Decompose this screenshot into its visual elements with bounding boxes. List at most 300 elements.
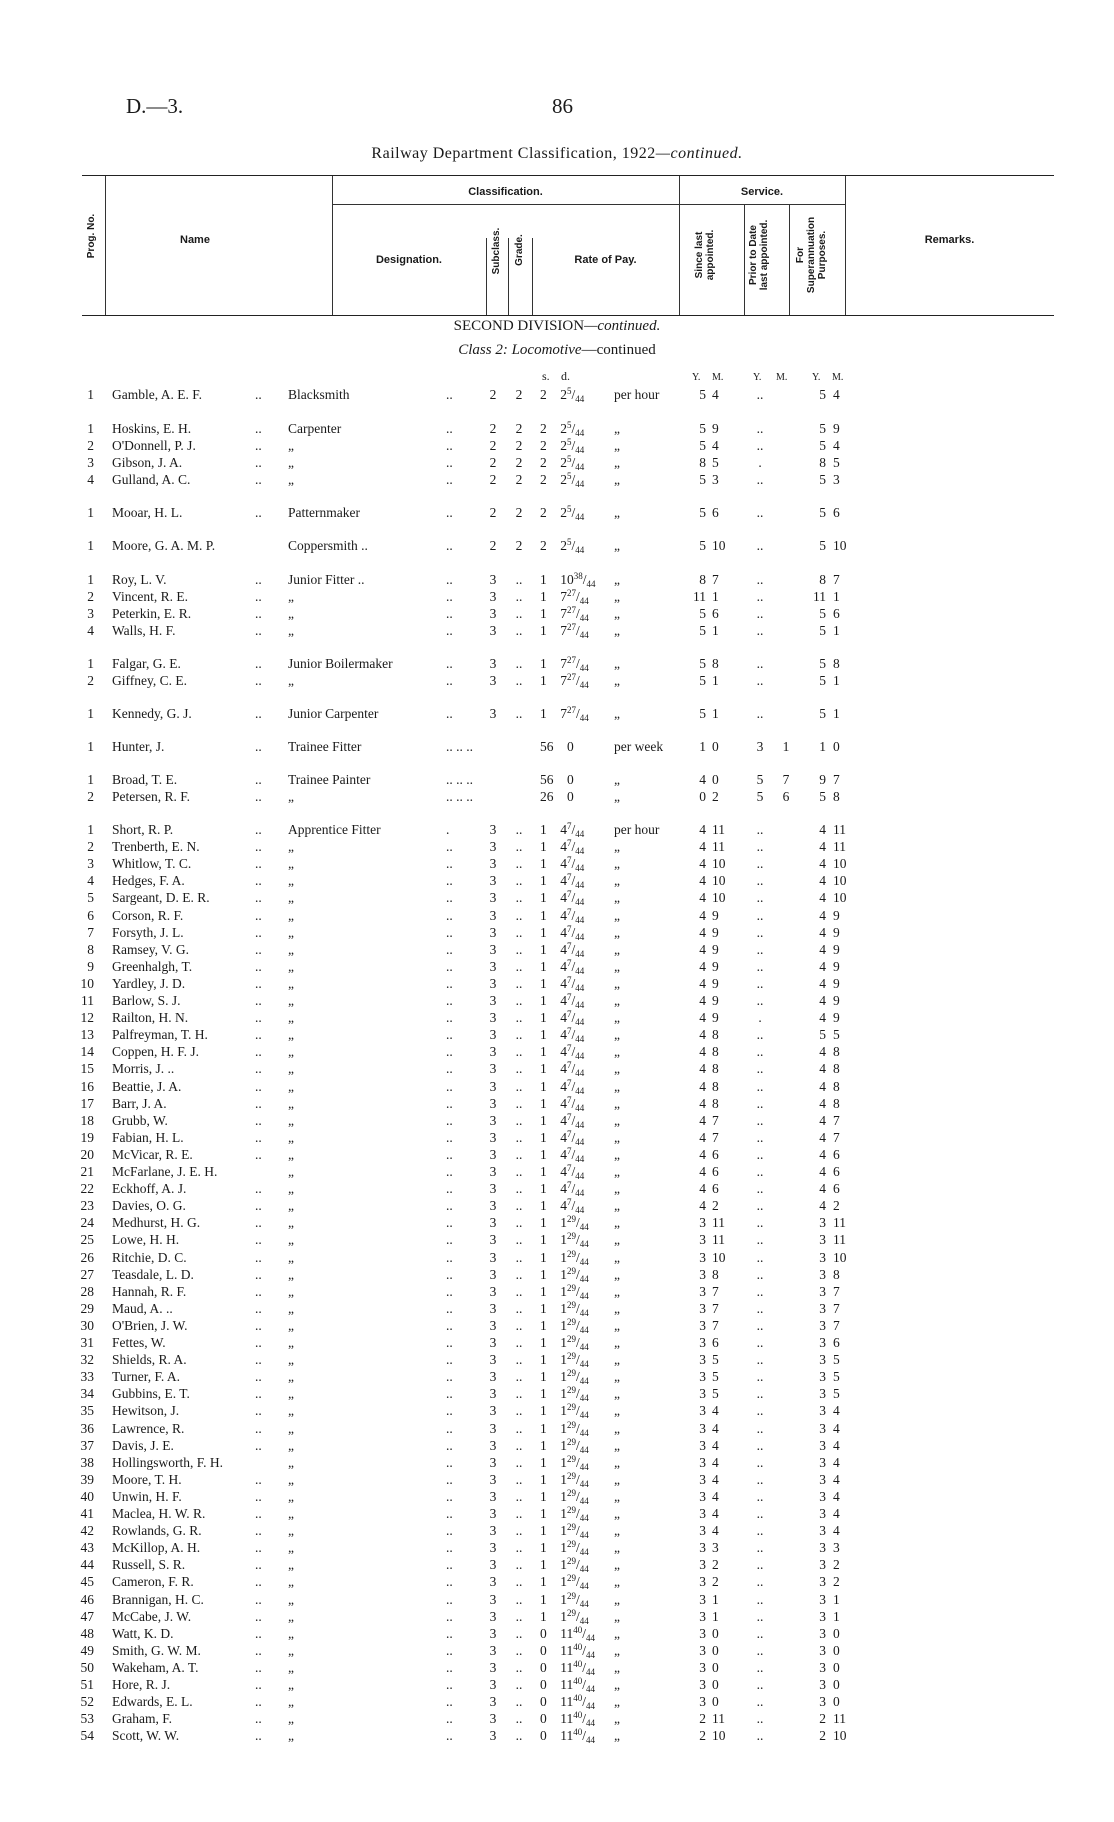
cell-prior-years: .. — [756, 1591, 764, 1607]
cell-since-years: 5 — [699, 387, 706, 402]
cell-subclass: 3 — [489, 1728, 497, 1744]
cell-prior-years: .. — [756, 421, 764, 436]
cell-since-months: 6 — [712, 1164, 719, 1179]
cell-super-years: 5 — [819, 538, 826, 553]
cell-grade: .. — [515, 673, 523, 688]
cell-since-months: 11 — [712, 1711, 725, 1727]
cell-name: Davies, O. G. — [112, 1198, 186, 1214]
rate-fraction-denominator: 44 — [579, 1239, 589, 1250]
rate-fraction-denominator: 44 — [575, 1153, 585, 1164]
cell-leader-2: .. — [446, 1352, 453, 1368]
cell-super-years: 5 — [819, 623, 826, 638]
cell-grade: .. — [515, 1540, 523, 1556]
cell-prog-no: 6 — [87, 907, 94, 923]
cell-designation: „ — [288, 1471, 294, 1487]
cell-super-months: 1 — [833, 1608, 840, 1624]
cell-prior-years: .. — [756, 958, 764, 974]
cell-prior-years: .. — [756, 1146, 764, 1162]
cell-super-months: 9 — [833, 924, 840, 940]
cell-designation: „ — [288, 789, 294, 804]
cell-leader-2: .. — [446, 1129, 453, 1145]
cell-super-months: 5 — [833, 1369, 840, 1385]
cell-since-years: 4 — [699, 822, 706, 837]
cell-since-years: 5 — [699, 606, 706, 621]
cell-leader-2: .. — [446, 873, 453, 889]
unit-months-super: M. — [832, 372, 844, 383]
cell-leader-2: .. — [446, 1181, 453, 1197]
table-row — [0, 1214, 1114, 1231]
rate-fraction-numerator: 7 — [567, 1009, 572, 1020]
rate-shillings: 1 — [540, 1232, 547, 1248]
cell-subclass: 3 — [489, 1403, 497, 1419]
cell-prior-years: .. — [756, 1403, 764, 1419]
table-row — [0, 872, 1114, 889]
cell-leader: .. — [255, 1198, 262, 1214]
cell-designation: „ — [288, 1112, 294, 1128]
cell-subclass: 3 — [489, 1454, 497, 1470]
cell-prog-no: 8 — [87, 941, 94, 957]
cell-pay-period: „ — [614, 421, 620, 436]
cell-leader: .. — [255, 1659, 262, 1675]
cell-prior-months: 1 — [782, 739, 790, 754]
cell-prior-years: .. — [756, 623, 764, 638]
cell-super-months: 3 — [833, 1540, 840, 1556]
table-row — [0, 1231, 1114, 1248]
rate-pence: 2 — [560, 421, 567, 436]
cell-rate: 1 $1^{29}/_{44}$ — [540, 1470, 589, 1489]
rate-fraction-numerator: 29 — [567, 1539, 576, 1550]
cell-leader-2: .. — [446, 1659, 453, 1675]
cell-designation: „ — [288, 873, 294, 889]
rate-fraction-denominator: 44 — [575, 479, 585, 489]
cell-designation: „ — [288, 1317, 294, 1333]
cell-name: Ramsey, V. G. — [112, 941, 190, 957]
rate-pence: 4 — [560, 1010, 567, 1026]
rate-shillings: 1 — [540, 1591, 547, 1607]
cell-grade: .. — [515, 856, 523, 872]
table-row — [0, 1659, 1114, 1676]
rate-shillings: 0 — [540, 1659, 547, 1675]
cell-grade: .. — [515, 1591, 523, 1607]
cell-pay-period: „ — [614, 772, 620, 787]
rate-fraction-numerator: 29 — [567, 1248, 576, 1259]
rate-shillings: 2 — [540, 538, 547, 553]
cell-grade: .. — [515, 1694, 523, 1710]
cell-name: Fettes, W. — [112, 1335, 166, 1350]
cell-rate: 0 $11^{40}/_{44}$ — [540, 1727, 596, 1746]
cell-subclass: 3 — [489, 993, 497, 1008]
cell-prog-no: 1 — [87, 656, 94, 671]
cell-pay-period: per hour — [614, 387, 660, 402]
cell-prior-years: .. — [756, 1488, 764, 1504]
cell-super-years: 5 — [819, 472, 826, 487]
cell-since-months: 4 — [712, 1437, 719, 1453]
cell-leader: .. — [255, 1728, 262, 1744]
rate-fraction-numerator: 7 — [567, 1145, 572, 1156]
cell-super-months: 10 — [833, 890, 847, 906]
cell-super-months: 9 — [833, 1010, 840, 1026]
cell-grade: 2 — [515, 472, 523, 487]
cell-pay-period: „ — [614, 890, 620, 906]
cell-designation: Junior Carpenter — [288, 706, 379, 721]
cell-leader-2: .. — [446, 1078, 453, 1094]
cell-subclass: 3 — [489, 673, 497, 688]
cell-prog-no: 4 — [87, 873, 94, 889]
cell-subclass: 3 — [489, 1386, 497, 1402]
cell-since-years: 4 — [699, 772, 706, 787]
cell-subclass: 3 — [489, 1181, 497, 1197]
cell-rate: 1 $4^7/_{44}$ — [540, 838, 585, 857]
cell-leader-2: .. — [446, 890, 453, 906]
cell-designation: „ — [288, 1728, 294, 1744]
cell-prog-no: 49 — [80, 1642, 94, 1658]
cell-super-years: 8 — [819, 572, 826, 587]
cell-subclass: 3 — [489, 1523, 497, 1539]
cell-since-years: 0 — [699, 789, 706, 804]
rate-pence: 10 — [560, 572, 574, 587]
rate-fraction-denominator: 44 — [586, 1632, 596, 1643]
cell-name: Short, R. P. — [112, 822, 174, 837]
table-row — [0, 1180, 1114, 1197]
header-subclass: Subclass. — [491, 227, 502, 275]
cell-name: Scott, W. W. — [112, 1728, 180, 1744]
header-designation: Designation. — [375, 254, 442, 266]
rate-shillings: 2 — [540, 472, 547, 487]
division-title-suffix: —continued. — [584, 318, 661, 334]
cell-pay-period: „ — [614, 472, 620, 487]
cell-prior-years: .. — [756, 1095, 764, 1111]
cell-prog-no: 27 — [80, 1266, 94, 1282]
cell-prior-years: .. — [756, 1215, 764, 1231]
cell-super-years: 4 — [819, 1010, 826, 1026]
rate-fraction-denominator: 44 — [579, 1581, 589, 1592]
cell-name: Shields, R. A. — [112, 1352, 187, 1368]
cell-leader: .. — [255, 1574, 262, 1590]
cell-leader-2: .. — [446, 1471, 453, 1487]
cell-super-years: 3 — [819, 1591, 826, 1607]
cell-rate: 0 $11^{40}/_{44}$ — [540, 1658, 596, 1677]
rate-fraction-denominator: 44 — [575, 1188, 585, 1199]
cell-since-months: 4 — [712, 1488, 719, 1504]
cell-since-months: 7 — [712, 1112, 719, 1128]
rate-pence: 4 — [560, 1095, 567, 1111]
cell-subclass: 3 — [489, 1010, 497, 1026]
cell-leader: .. — [255, 1146, 262, 1162]
table-row — [0, 1437, 1114, 1454]
cell-leader-2: .. — [446, 505, 453, 520]
cell-rate: 2 $2^5/_{44}$ — [540, 504, 585, 522]
cell-leader: .. — [255, 1540, 262, 1556]
cell-name: Edwards, E. L. — [112, 1694, 193, 1710]
cell-designation: „ — [288, 1403, 294, 1419]
cell-since-years: 3 — [699, 1300, 706, 1316]
cell-rate: 1 $1^{29}/_{44}$ — [540, 1299, 589, 1318]
cell-name: Whitlow, T. C. — [112, 856, 192, 872]
cell-super-months: 8 — [833, 1095, 840, 1111]
rate-shillings: 1 — [540, 1146, 547, 1162]
cell-super-years: 9 — [819, 772, 826, 787]
cell-prior-months: 6 — [782, 789, 790, 804]
rate-shillings: 1 — [540, 1181, 547, 1197]
cell-pay-period: „ — [614, 1694, 620, 1710]
cell-pay-period: „ — [614, 1403, 620, 1419]
cell-super-months: 9 — [833, 421, 840, 436]
cell-pay-period: „ — [614, 438, 620, 453]
cell-name: Forsyth, J. L. — [112, 924, 184, 940]
cell-prior-years: .. — [756, 1266, 764, 1282]
cell-prior-years: .. — [756, 1557, 764, 1573]
cell-super-years: 4 — [819, 873, 826, 889]
cell-subclass: 3 — [489, 1164, 497, 1179]
table-row — [0, 924, 1114, 941]
cell-prog-no: 1 — [87, 772, 94, 787]
cell-leader: .. — [255, 1420, 262, 1436]
rate-fraction-numerator: 40 — [573, 1658, 583, 1669]
cell-super-months: 10 — [833, 538, 847, 553]
rate-fraction-denominator: 44 — [579, 1513, 589, 1523]
cell-prior-years: .. — [756, 1061, 764, 1077]
cell-prior-years: .. — [756, 924, 764, 940]
cell-prog-no: 35 — [80, 1403, 94, 1419]
cell-since-months: 4 — [712, 387, 719, 402]
cell-prog-no: 32 — [80, 1352, 94, 1368]
cell-super-years: 4 — [819, 1061, 826, 1077]
cell-super-years: 5 — [819, 421, 826, 436]
rate-pence: 4 — [560, 924, 567, 940]
cell-name: Moore, T. H. — [112, 1471, 182, 1487]
rate-shillings: 2 — [540, 455, 547, 470]
cell-leader-2: .. — [446, 1728, 453, 1744]
rate-fraction-denominator: 44 — [586, 1684, 596, 1694]
cell-pay-period: „ — [614, 1181, 620, 1197]
cell-since-years: 3 — [699, 1266, 706, 1282]
cell-prog-no: 3 — [87, 606, 94, 621]
cell-super-months: 6 — [833, 1335, 840, 1350]
cell-since-months: 0 — [712, 1642, 719, 1658]
cell-rate: 1 $4^7/_{44}$ — [540, 1094, 585, 1113]
rate-fraction-numerator: 29 — [567, 1470, 576, 1481]
cell-name: O'Brien, J. W. — [112, 1317, 188, 1333]
cell-super-years: 3 — [819, 1369, 826, 1385]
cell-since-months: 1 — [712, 673, 719, 688]
cell-prior-years: .. — [756, 472, 764, 487]
cell-super-months: 0 — [833, 1642, 840, 1658]
cell-name: Wakeham, A. T. — [112, 1659, 199, 1675]
cell-leader: .. — [255, 1694, 262, 1710]
rate-fraction-denominator: 44 — [575, 1000, 585, 1010]
cell-prior-years: .. — [756, 1027, 764, 1043]
cell-super-months: 7 — [833, 572, 840, 587]
cell-designation: „ — [288, 438, 294, 453]
cell-prior-years: .. — [756, 873, 764, 889]
rate-pence: 1 — [560, 1557, 567, 1573]
rate-fraction-denominator: 44 — [575, 394, 585, 404]
cell-grade: .. — [515, 589, 523, 604]
cell-pay-period: „ — [614, 789, 620, 804]
table-row — [0, 454, 1114, 471]
cell-name: O'Donnell, P. J. — [112, 438, 196, 453]
cell-rate: 1 $4^7/_{44}$ — [540, 923, 585, 942]
table-row — [0, 1693, 1114, 1710]
cell-rate: 1 $1^{29}/_{44}$ — [540, 1505, 589, 1523]
cell-pay-period: „ — [614, 1010, 620, 1026]
cell-prog-no: 39 — [80, 1471, 94, 1487]
cell-prior-years: .. — [756, 1437, 764, 1453]
rate-pence: 1 — [560, 1454, 567, 1470]
cell-pay-period: „ — [614, 673, 620, 688]
cell-rate: 2 $2^5/_{44}$ — [540, 454, 585, 472]
cell-since-years: 3 — [699, 1625, 706, 1641]
cell-since-months: 8 — [712, 1095, 719, 1111]
cell-name: Gamble, A. E. F. — [112, 387, 203, 402]
cell-super-years: 4 — [819, 907, 826, 923]
cell-prog-no: 41 — [80, 1506, 94, 1521]
rate-pence: 11 — [560, 1711, 574, 1727]
rate-shillings: 1 — [540, 1198, 547, 1214]
cell-leader: .. — [255, 1061, 262, 1077]
cell-leader: .. — [255, 1506, 262, 1521]
rate-fraction-denominator: 44 — [575, 948, 585, 959]
cell-since-months: 9 — [712, 958, 719, 974]
cell-super-years: 4 — [819, 993, 826, 1008]
cell-rate: 1 $4^7/_{44}$ — [540, 1043, 585, 1062]
cell-grade: .. — [515, 1506, 523, 1521]
cell-since-years: 4 — [699, 856, 706, 872]
cell-rate: 1 $7^{27}/_{44}$ — [540, 672, 589, 690]
cell-pay-period: „ — [614, 1540, 620, 1556]
cell-grade: .. — [515, 1437, 523, 1453]
cell-super-months: 1 — [833, 623, 840, 638]
rate-fraction-numerator: 29 — [567, 1214, 576, 1225]
cell-since-years: 5 — [699, 538, 706, 553]
cell-since-months: 1 — [712, 589, 719, 604]
header-superannuation: For Superannuation Purposes. — [795, 216, 828, 294]
cell-name: Broad, T. E. — [112, 772, 178, 787]
cell-super-years: 4 — [819, 958, 826, 974]
cell-super-years: 3 — [819, 1352, 826, 1368]
rate-shillings: 1 — [540, 873, 547, 889]
cell-super-years: 3 — [819, 1608, 826, 1624]
cell-prior-years: .. — [756, 1300, 764, 1316]
rate-fraction-numerator: 7 — [567, 940, 572, 951]
cell-prog-no: 43 — [80, 1540, 94, 1556]
cell-leader-2: .. — [446, 1215, 453, 1231]
table-row — [0, 1300, 1114, 1317]
cell-leader: .. — [255, 789, 262, 804]
rate-fraction-denominator: 44 — [575, 1051, 585, 1062]
rate-pence: 1 — [560, 1471, 567, 1487]
cell-leader-2: .. — [446, 1249, 453, 1265]
cell-pay-period: „ — [614, 572, 620, 587]
cell-leader-2: .. — [446, 941, 453, 957]
cell-name: Morris, J. .. — [112, 1061, 175, 1077]
class-name: Locomotive — [511, 342, 582, 358]
cell-since-months: 9 — [712, 421, 719, 436]
cell-super-months: 9 — [833, 941, 840, 957]
cell-prior-years: 5 — [756, 789, 764, 804]
cell-designation: „ — [288, 941, 294, 957]
table-row — [0, 1573, 1114, 1590]
cell-since-years: 3 — [699, 1352, 706, 1368]
rate-fraction-denominator: 44 — [575, 1034, 585, 1045]
header-classification: Classification. — [468, 186, 543, 198]
cell-prior-years: .. — [756, 1694, 764, 1710]
cell-pay-period: „ — [614, 1198, 620, 1214]
cell-designation: „ — [288, 856, 294, 872]
cell-rate: 1 $4^7/_{44}$ — [540, 1128, 585, 1147]
cell-rate: 0 $11^{40}/_{44}$ — [540, 1710, 596, 1729]
cell-grade: .. — [515, 1659, 523, 1675]
cell-since-months: 0 — [712, 739, 719, 754]
cell-rate: 1 $1^{29}/_{44}$ — [540, 1556, 589, 1575]
cell-grade: .. — [515, 706, 523, 721]
cell-subclass: 3 — [489, 1557, 497, 1573]
table-row — [0, 1710, 1114, 1727]
rate-fraction-denominator: 44 — [579, 613, 589, 623]
cell-super-months: 11 — [833, 1215, 846, 1231]
cell-since-years: 4 — [699, 924, 706, 940]
rate-shillings: 1 — [540, 1044, 547, 1060]
rate-pence: 7 — [560, 656, 567, 671]
rate-shillings: 2 — [540, 421, 547, 436]
rate-shillings: 1 — [540, 1420, 547, 1436]
rate-shillings: 2 — [540, 387, 547, 402]
table-row — [0, 1368, 1114, 1385]
cell-leader-2: .. — [446, 839, 453, 855]
cell-super-months: 11 — [833, 1711, 846, 1727]
rate-fraction-denominator: 44 — [575, 512, 585, 522]
cell-designation: „ — [288, 1300, 294, 1316]
cell-since-years: 3 — [699, 1437, 706, 1453]
cell-super-years: 3 — [819, 1215, 826, 1231]
rate-pence: 1 — [560, 1386, 567, 1402]
cell-since-years: 4 — [699, 1112, 706, 1128]
cell-since-years: 2 — [699, 1728, 706, 1744]
cell-name: Vincent, R. E. — [112, 589, 189, 604]
cell-rate: 1 $1^{29}/_{44}$ — [540, 1214, 589, 1233]
page-title — [0, 145, 1114, 163]
rate-shillings: 1 — [540, 1574, 547, 1590]
cell-subclass: 3 — [489, 907, 497, 923]
cell-designation: „ — [288, 1352, 294, 1368]
cell-super-months: 2 — [833, 1574, 840, 1590]
cell-since-months: 2 — [712, 789, 719, 804]
cell-prog-no: 44 — [80, 1557, 94, 1573]
cell-subclass: 3 — [489, 1625, 497, 1641]
cell-since-years: 3 — [699, 1506, 706, 1521]
cell-prior-years: .. — [756, 1198, 764, 1214]
cell-since-years: 4 — [699, 1129, 706, 1145]
cell-super-months: 4 — [833, 1488, 840, 1504]
cell-prog-no: 19 — [80, 1129, 94, 1145]
rate-pence: 1 — [560, 1488, 567, 1504]
cell-prior-years: .. — [756, 941, 764, 957]
cell-since-years: 3 — [699, 1591, 706, 1607]
cell-since-years: 5 — [699, 673, 706, 688]
cell-leader: .. — [255, 739, 262, 754]
rate-fraction-numerator: 29 — [567, 1505, 576, 1515]
cell-since-months: 9 — [712, 975, 719, 991]
cell-rate: 1 $1^{29}/_{44}$ — [540, 1419, 589, 1438]
rate-fraction-denominator: 44 — [575, 880, 585, 891]
cell-pay-period: „ — [614, 1471, 620, 1487]
cell-grade: .. — [515, 656, 523, 671]
cell-since-years: 3 — [699, 1283, 706, 1299]
table-row — [0, 1112, 1114, 1129]
cell-pay-period: „ — [614, 1386, 620, 1402]
cell-super-months: 0 — [833, 1659, 840, 1675]
cell-super-months: 8 — [833, 1266, 840, 1282]
